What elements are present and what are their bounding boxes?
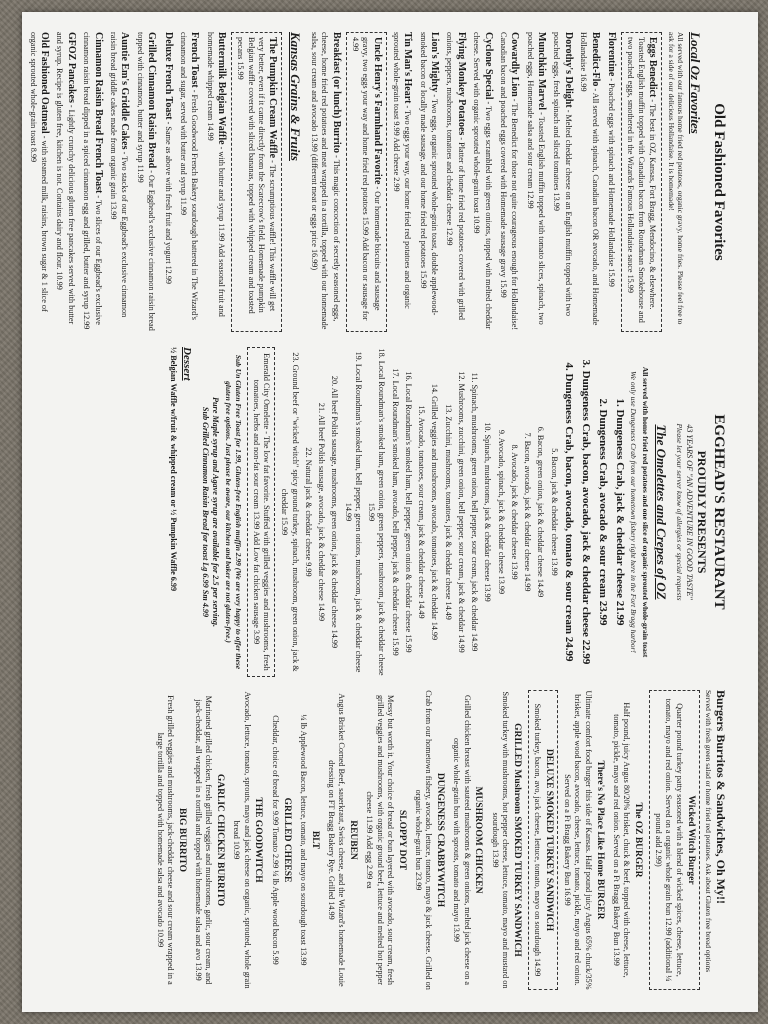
omelette-item: 21. All beef Polish sausage, avocado, jack & cheddar cheese 14.99 <box>317 402 327 622</box>
oz-item-name: Dorothy's Delight <box>563 32 574 108</box>
oz-item-name: Cowardly Lion <box>509 32 521 97</box>
omelettes-title: The Omelettes and Crepes of OZ <box>653 424 669 600</box>
blt-title: BLT <box>309 830 320 850</box>
tagline-note: Please let your server know of allergies or special requests <box>675 423 684 601</box>
grain-item-name: Auntie Em's Griddle Cakes <box>119 32 131 150</box>
omelette-item: 15. Avocado, tomatoes, sour cream, jack & cheddar cheese 14.49 <box>417 405 427 619</box>
menu-paper <box>22 12 758 1012</box>
oz-item-desc: - Platter of home fried red potatoes covered with grilled onions, peppers, mushrooms, tomatoes and cheddar cheese 12.99 <box>445 32 466 320</box>
no-place-title: There's No Place Like Home BURGER <box>594 760 605 920</box>
grain-item-name: Grilled Cinnamon Raisin Bread <box>146 32 158 169</box>
oz-item <box>471 32 494 332</box>
grilled-cheese-desc: Cheddar, choice of bread for 9.99 Tomato 2.99 ¼ lb Apple wood bacon 5.99 <box>270 715 280 965</box>
oz-item-desc: - Two eggs scrambled with green onions, topped with melted cheddar cheese. Served with organic sprouted whole-grain toast 10.99 <box>472 32 493 330</box>
left-column <box>24 32 729 332</box>
menu-rotated-content <box>30 22 750 1002</box>
oz-item <box>444 32 467 332</box>
oz-item-name: Flying Monkey Potatoes <box>456 32 467 136</box>
omelette-item: 22. Natural jack & cheddar cheese 9.99 <box>303 447 313 577</box>
reuben-desc: Angus Brisket Corned Beef, sauerkraut, Swiss cheese, and the Wizard's homemade Louie dressing on FT Bragg Bakery Rye. Grilled 14.99 <box>327 693 347 987</box>
oz-item <box>309 32 342 332</box>
grain-item <box>178 32 201 332</box>
oz-item-name: Lion's Mighty <box>429 32 441 93</box>
sloppy-title: SLOPPY DOT <box>396 809 407 871</box>
omelette-item: 18. Local Roundman's smoked ham, green onion, green peppers, mushroom, jack & cheddar cheese 15.99 <box>367 348 387 676</box>
grain-item-desc: - Two stacks of our Egghead's exclusive cinnamon raisin bread griddle cakes made from organic grain 13.99 <box>109 32 130 318</box>
right-column <box>154 690 728 990</box>
oz-item-desc: - The best in OZ, Kansas, Fort Bragg, Mendocino, & elsewhere. Toasted English muffin topped with Canadian bacon from Roundman Smokehouse and two poached eggs, smothered in the Wizards Famous Hollandaise sauce 15.99 <box>626 37 658 323</box>
oz-burger-desc: Half pound, juicy Angus 80/20% brisket, chuck & beef, topped with cheese, lettuce, tomato, pickle, mayo and red onion. Served on a Ft Bragg Bakery Bun 13.99 <box>611 702 632 978</box>
oz-item <box>621 32 662 332</box>
grain-item-name: French Toast <box>189 32 201 88</box>
oz-burger-title: The OZ BURGER <box>633 802 643 878</box>
wicked-witch-box <box>649 690 700 990</box>
dungeness-note: We only use Dungeness Crab from our hometown fishery right here in the Fort Bragg harbor! <box>629 371 638 653</box>
grain-item <box>205 32 228 332</box>
oz-favorites-list <box>309 32 663 332</box>
no-place-desc: Ultimate comfort food burger this side of Kansas. Half pound juicy Angus 65% chuck/35% brisket, apple wood bacon, avocado, cheese, lettuce, tomato, pickle, mayo and red onion. Served on a Ft Bragg Bakery Bun 16.99 <box>563 690 593 990</box>
dessert-text: ½ Belgian Waffle w/fruit & whipped cream or ½ Pumpkin Waffle 6.99 <box>168 347 178 592</box>
omelette-item: 17. Local Roundman's smoked ham, avocado, bell pepper, jack & cheddar cheese 15.99 <box>390 368 400 656</box>
grain-item-name: Deluxe French Toast <box>162 32 174 120</box>
oz-item-name: Munchkin Marvel <box>536 32 548 111</box>
crabbywitch-desc: Crab from our hometown fishery, avocado, lettuce, tomato, mayo & jack cheese. Grilled on organic whole-grain bun 23.99 <box>414 690 434 990</box>
emerald-city-box: Emerald City Omelette - The low fat favorite. Stuffed with grilled veggies and mushrooms, fresh tomatoes, herbs and non-fat sour cream 13.99 Add Low fat chicken sausage 3.99 <box>247 347 276 677</box>
omelette-item: 8. Avocado, jack & cheddar cheese 13.99 <box>509 444 519 580</box>
burgers-note: Served with fresh green salad or home fried red potatoes. Ask about Gluten free bread options <box>704 690 713 972</box>
oz-favorites-title: Local Oz Favorites <box>688 32 704 134</box>
omelette-item: 2. Dungeness Crab, avocado & sour cream 23.99 <box>596 398 609 626</box>
omelette-item: 14. Grilled veggies and mushrooms, avocado, tomatoes, jack & cheddar 14.99 <box>430 383 440 641</box>
oz-item-name: Tin Man's Heart <box>402 32 414 104</box>
grain-item <box>108 32 131 332</box>
grain-item-name: Cinnamon Raisin Bread French Toast <box>92 32 104 194</box>
oz-item-name: Uncle Henry's Farmhand Favorite <box>371 37 383 185</box>
oz-item <box>578 32 601 332</box>
grain-item-desc: - with butter and syrup 11.99 Add seasonal fruit and homemade whipped cream 14.99 <box>205 32 227 317</box>
omelette-item: 10. Spinach, mushrooms, jack & cheddar cheese 13.99 <box>483 422 493 602</box>
omelette-item: 16. Local Roundman's smoked ham, bell pepper, green onion & cheddar cheese 15.99 <box>403 371 413 653</box>
grain-item-desc: - Fresh Goodwood French Bakery sourdough battered in The Wizard's cinnamon and sugar, served with butter and syrup 11.99 <box>179 32 200 320</box>
blt-desc: ¼ lb Applewood Bacon, lettuce, tomato, and mayo on sourdough toast 13.99 <box>298 714 308 966</box>
grilled-turkey-desc: Smoked turkey with mushrooms, hot pepper cheese, lettuce, tomato, mayo and mustard on sourdough 13.99 <box>490 691 510 989</box>
grain-item-desc: - Lightly crunchy delicious gluten free pancakes served with butter and syrup. Recipe is gluten free, kitchen is not. Contains dairy and flour. 10.99 <box>55 32 76 325</box>
wicked-witch-desc: Quarter pound turkey patty seasoned with a blend of wicked spices, cheese, lettuce, tomato, mayo and red onion. Served on a organic whole grain bun 12.99 (additional ¼ pound add 2.99) <box>654 698 684 982</box>
grain-item-desc: - with steamed milk, raisins, brown sugar & 1 slice of organic sprouted whole-grain toast 8.99 <box>28 32 50 312</box>
oz-item-name: Cyclone Special <box>482 32 494 100</box>
grain-item-name: Old Fashioned Oatmeal <box>39 32 51 134</box>
omelette-item: 7. Bacon, avocado, jack & cheddar cheese 14.99 <box>523 432 533 592</box>
omelettes-note: All served with home fried red potatoes and one slice of organic sprouted whole-grain toast <box>641 366 651 658</box>
deluxe-turkey-title: DELUXE SMOKED TURKEY SANDWICH <box>544 748 554 932</box>
omelette-list <box>279 347 626 677</box>
grilled-cheese-title: GRILLED CHEESE <box>281 797 292 883</box>
mushroom-chicken-desc: Grilled chicken breast with sauteed mushrooms & green onions, melted jack cheese on a organic whole-grain bun with sprouts, tomato and mayo 13.99 <box>452 694 472 986</box>
restaurant-title: EGGHEAD'S RESTAURANT <box>711 414 727 610</box>
middle-column <box>167 347 728 677</box>
goodwitch-title: THE GOODWITCH <box>253 797 264 883</box>
omelette-item: 20. All beef Polish sausage, mushrooms, green onion, jack & cheddar cheese 14.99 <box>330 375 340 649</box>
oz-item-desc: - This magic concoction of secretly seasoned eggs, cheese, home fried red potatoes and meat wrapped in a tortilla, topped with our homemade salsa, sour cream and avocado 13.99 (different meat or eggs price 16.99) <box>310 32 341 330</box>
oz-item <box>346 32 387 332</box>
oz-item <box>391 32 414 332</box>
oz-item <box>418 32 441 332</box>
burgers-title: Burgers Burritos & Sandwiches, Oh My!! <box>714 690 728 904</box>
oz-item-desc: - Two eggs, organic sprouted whole-grain toast, double applewood-smoked bacon or locally made sausage, and our home fried red potatoes 15.99 <box>418 32 440 316</box>
oz-item-name: Eggs Benedict <box>647 37 659 98</box>
oz-favorites-note: All served with our famous home fried red potatoes, organic gravy, home fries. Please feel free to ask for a side of our delicious Hollandaise. It is homemade! <box>666 32 685 325</box>
grain-item <box>81 32 104 332</box>
omelette-item: 6. Bacon, green onion, jack & cheddar cheese 14.49 <box>536 426 546 598</box>
grain-item <box>161 32 174 332</box>
oz-item-name: Breakfast (or lunch) Burrito <box>330 32 342 154</box>
kansas-grains-list <box>28 32 283 332</box>
grain-item-name: The Pumpkin Cream Waffle <box>267 37 279 159</box>
kansas-grains-title: Kansas Grains & Fruits <box>287 32 303 161</box>
oz-item-desc: - Poached eggs with spinach and Homemade Hollandaise 15.99 <box>607 78 617 287</box>
grain-item-desc: - Two slices of our Egghead's exclusive cinnamon raisin bread dipped in a spiced cinnamon egg and grilled, butter and syrup 12.99 <box>82 32 103 330</box>
big-burrito-title: BIG BURRITO <box>176 808 187 872</box>
grain-item-desc: - The scrumptious waffle! This waffle will get very better, even if it came directly from the Scarecrow's field. Homemade pumpkin Belgian waffle covered with sliced bananas, topped with whipped cream and toasted pecans 15.99 <box>236 37 278 314</box>
grain-item-name: Buttermilk Belgian Waffle <box>216 32 228 145</box>
oz-item-desc: - Melted cheddar cheese on an English muffin topped with two poached eggs, fresh spinach and sliced tomatoes 13.99 <box>552 32 573 317</box>
omelette-item: 23. Ground beef or "wicked witch" spicy ground turkey, spinach, mushroom, green onion, jack & cheddar 15.99 <box>280 352 300 672</box>
deluxe-turkey-box <box>528 690 558 990</box>
oz-item <box>551 32 574 332</box>
sub-toast-note: Sub Grilled Cinnamon Raisin Bread for toast Lg 6.99 Sm 4.99 <box>200 406 210 618</box>
grain-item-desc: - Our Egghead's exclusive cinnamon raisin bread topped with cinnamon, butter and syrup 11.99 <box>135 32 157 331</box>
omelette-item: 4. Dungeness Crab, bacon, avocado, tomato & sour cream 24.99 <box>563 362 576 662</box>
proudly-presents: PROUDLY PRESENTS <box>695 450 710 574</box>
grain-item <box>28 32 51 332</box>
grain-item-name: GFOZ Pancakes <box>66 32 77 103</box>
syrup-note: Pure Maple syrup and Agave syrup are available for 2.5 per serving. <box>210 396 220 628</box>
oz-item-desc: - Two eggs your way, our home fried red potatoes and organic sprouted whole-grain toast 9.99 Add cheese 2.99 <box>392 32 413 309</box>
oz-item-desc: - Toasted English muffin topped with tomato slices, spinach, two poached eggs, Homemade salsa and sour cream 12.99 <box>525 32 547 325</box>
tagline: 43 YEARS OF "AN ADVENTURE IN GOOD TASTE" <box>685 424 695 600</box>
crabbywitch-title: DUNGENESS CRABBYWITCH <box>435 772 446 908</box>
oz-item-desc: - All served with spinach, Canadian bacon OR avocado, and Homemade Hollandaise 16.99 <box>579 32 600 326</box>
old-fashioned-title: Old Fashioned Favorites <box>711 103 727 261</box>
goodwitch-desc: Avocado, lettuce, tomato, sprouts, mayo and jack cheese on organic, sprouted, whole grain bread 10.99 <box>232 691 252 989</box>
oz-item <box>605 32 618 332</box>
omelette-item: 1. Dungeness Crab, jack & cheddar cheese 21.99 <box>613 398 626 626</box>
omelette-item: 9. Avocado, spinach, jack & cheddar cheese 13.99 <box>496 429 506 595</box>
oz-item <box>525 32 548 332</box>
big-burrito-desc: Fresh grilled veggies and mushrooms, jack-cheddar cheese and sour cream wrapped in a large tortilla and topped with homemade salsa and avocado 10.99 <box>155 695 175 985</box>
oz-item-desc: - Our homemade biscuits and sausage gravy, two eggs your way and home fried red potatoes 15.99 Add bacon or sausage for 4.99 <box>351 37 382 321</box>
garlic-burrito-desc: Marinated grilled chicken, fresh grilled veggies and mushrooms, garlic, sour cream, and jack-cheddar, all wrapped in a tortilla and topped with homemade salsa and avo 13.99 <box>194 695 214 985</box>
reuben-title: REUBEN <box>348 820 359 860</box>
omelette-item: 11. Spinach, mushrooms, green onion, bell pepper, sour cream, jack & cheddar 14.99 <box>470 372 480 652</box>
oz-item <box>498 32 521 332</box>
omelette-item: 5. Bacon, jack & cheddar cheese 13.99 <box>549 448 559 576</box>
oz-item-desc: - The Benedict for those not quite courageous enough for Hollandaise! Canadian bacon and poached eggs covered with Homemade sausage gravy 15.99 <box>499 32 520 331</box>
oz-item-name: Benedict-Flo <box>589 32 601 87</box>
deluxe-turkey-desc: Smoked turkey, bacon, avo, jack cheese, lettuce, tomato, mayo on sourdough 14.99 <box>533 703 543 977</box>
grain-item <box>231 32 282 332</box>
garlic-burrito-title: GARLIC CHICKEN BURRITO <box>215 773 226 907</box>
oz-item-name: Florentine <box>606 32 618 77</box>
omelette-item: 3. Dungeness Crab, bacon, avocado, jack & cheddar cheese 22.99 <box>580 359 593 665</box>
mushroom-chicken-title: MUSHROOM CHICKEN <box>473 786 484 894</box>
sloppy-desc: Messy but worth it. Your choice of bread or bun layered with avocado, sour cream, fresh grilled veggies and mushrooms, with organic ground beef, lettuce and melted hot pepper cheese 11.99 Add egg 2.99 ea <box>365 695 395 985</box>
dessert-title: Dessert <box>181 347 194 381</box>
grain-item-desc: - Same as above with fresh fruit and yogurt 12.99 <box>163 121 173 285</box>
omelette-item: 12. Mushrooms, zucchini, green onion, bell pepper, sour cream, jack & cheddar 14.99 <box>456 371 466 653</box>
grain-item <box>135 32 158 332</box>
grilled-turkey-title: GRILLED Mushroom SMOKED TURKEY SANDWICH <box>511 723 522 957</box>
omelette-item: 19. Local Roundman's smoked ham, bell pepper, green onions, mushroom, jack & cheddar cheese 14.99 <box>343 351 363 673</box>
omelette-item: 13. Zucchini, mushrooms, tomatoes, jack & cheddar cheese 14.49 <box>443 404 453 620</box>
wicked-witch-title: Wicked Witch Burger <box>685 795 696 885</box>
gluten-note: Sub Un Gluten Free Toast for 1.99, Gluten-free English muffin 2.99 (We are very happy to offer these gluten free options. Just please be aware, our kitchen and baker are not gluten-free.) <box>224 354 243 670</box>
grain-item <box>54 32 77 332</box>
